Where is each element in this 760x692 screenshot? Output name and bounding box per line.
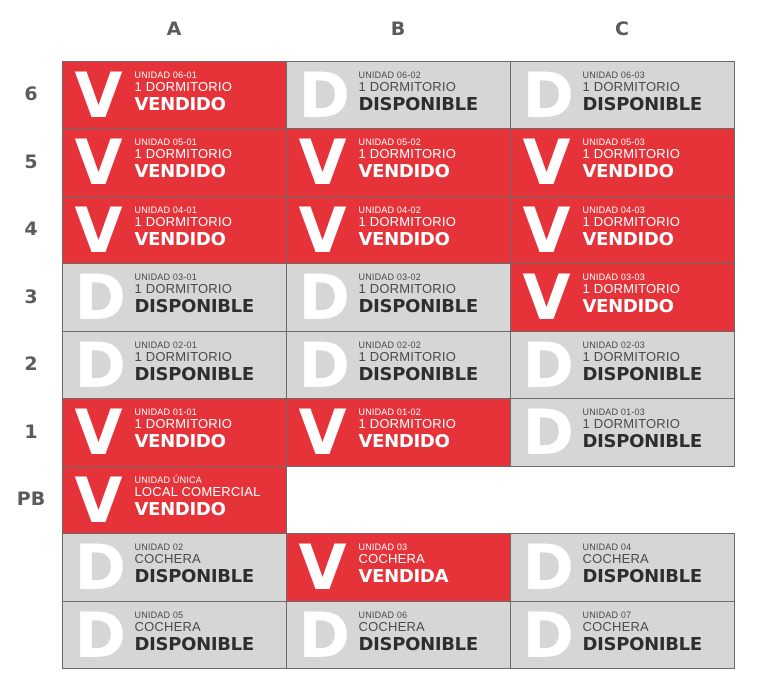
row-header: 2 [24, 353, 38, 375]
unit-cell[interactable] [62, 331, 287, 400]
units-grid [62, 61, 734, 669]
unit-status: VENDIDO [582, 161, 674, 182]
unit-status: VENDIDO [358, 228, 450, 250]
unit-cell[interactable] [62, 196, 287, 265]
column-header-a: A [166, 18, 182, 40]
column-header-b: B [390, 18, 406, 40]
row-header: 4 [24, 218, 38, 240]
unit-id: UNIDAD 02-01 [134, 339, 197, 350]
status-letter-badge: V [74, 398, 121, 467]
unit-cell[interactable] [510, 533, 735, 602]
unit-info [583, 407, 702, 452]
unit-status: VENDIDO [134, 431, 226, 452]
status-letter-badge: V [298, 533, 345, 602]
unit-status: VENDIDO [134, 228, 226, 250]
unit-status: DISPONIBLE [582, 431, 702, 452]
unit-info [359, 340, 478, 385]
status-letter-badge: D [522, 60, 572, 129]
status-letter-badge: V [298, 195, 345, 264]
unit-info [583, 70, 702, 115]
unit-type: COCHERA [582, 618, 649, 634]
unit-status: VENDIDO [582, 228, 674, 250]
unit-cell[interactable] [510, 128, 735, 197]
unit-type: COCHERA [582, 551, 649, 566]
unit-id: UNIDAD 03-02 [358, 272, 421, 282]
unit-id: UNIDAD 06-01 [134, 69, 197, 80]
unit-status: DISPONIBLE [358, 363, 478, 385]
unit-id: UNIDAD 05-02 [358, 137, 421, 147]
status-letter-badge: V [74, 465, 121, 534]
empty-cell [510, 466, 735, 535]
unit-cell[interactable] [62, 466, 287, 535]
unit-info [583, 205, 681, 250]
status-letter-badge: D [522, 533, 572, 602]
unit-cell[interactable] [286, 128, 511, 197]
unit-status: DISPONIBLE [582, 363, 702, 385]
status-letter-badge: D [298, 600, 348, 669]
unit-info [359, 610, 478, 655]
status-letter-badge: V [522, 263, 569, 332]
status-letter-badge: D [74, 330, 124, 399]
row-header: 1 [24, 420, 38, 443]
unit-status: DISPONIBLE [582, 93, 702, 115]
unit-id: UNIDAD 04-01 [134, 204, 197, 215]
unit-type: COCHERA [358, 618, 425, 634]
unit-id: UNIDAD 01-02 [358, 407, 421, 417]
unit-info [583, 542, 702, 587]
unit-type: 1 DORMITORIO [582, 348, 681, 364]
unit-type: 1 DORMITORIO [582, 213, 681, 229]
empty-cell [286, 466, 511, 535]
unit-info [359, 272, 478, 317]
unit-type: 1 DORMITORIO [134, 146, 233, 161]
unit-status: DISPONIBLE [134, 363, 254, 385]
unit-id: UNIDAD 07 [582, 609, 632, 620]
unit-info [135, 407, 233, 452]
unit-cell[interactable] [62, 533, 287, 602]
unit-info [359, 542, 449, 587]
unit-id: UNIDAD 05-03 [582, 137, 645, 147]
unit-type: COCHERA [134, 551, 201, 566]
unit-type: 1 DORMITORIO [134, 281, 233, 296]
unit-id: UNIDAD 02 [134, 542, 184, 552]
unit-info [359, 70, 478, 115]
unit-id: UNIDAD 01-01 [134, 407, 197, 417]
unit-info [583, 272, 681, 317]
unit-type: 1 DORMITORIO [358, 416, 457, 431]
unit-status: VENDIDA [358, 566, 449, 587]
unit-type: 1 DORMITORIO [358, 281, 457, 296]
unit-cell[interactable] [286, 398, 511, 467]
unit-cell[interactable] [62, 601, 287, 670]
unit-status: VENDIDO [134, 498, 226, 520]
unit-type: 1 DORMITORIO [134, 78, 233, 94]
unit-info [135, 542, 254, 587]
unit-type: 1 DORMITORIO [582, 146, 681, 161]
unit-status: VENDIDO [582, 296, 674, 317]
unit-id: UNIDAD ÚNICA [134, 474, 202, 485]
unit-type: 1 DORMITORIO [358, 213, 457, 229]
unit-cell[interactable] [286, 263, 511, 332]
row-header: PB [16, 488, 46, 510]
unit-info [359, 137, 457, 182]
unit-type: 1 DORMITORIO [134, 213, 233, 229]
unit-id: UNIDAD 05 [134, 609, 184, 620]
unit-status: DISPONIBLE [358, 633, 478, 655]
unit-cell[interactable] [510, 263, 735, 332]
unit-id: UNIDAD 02-02 [358, 339, 421, 350]
unit-type: 1 DORMITORIO [582, 416, 681, 431]
status-letter-badge: V [74, 60, 121, 129]
unit-cell[interactable] [510, 61, 735, 130]
unit-status: VENDIDO [358, 431, 450, 452]
unit-cell[interactable] [286, 331, 511, 400]
unit-id: UNIDAD 05-01 [134, 137, 197, 147]
unit-cell[interactable] [286, 61, 511, 130]
unit-type: COCHERA [134, 618, 201, 634]
status-letter-badge: D [522, 398, 572, 467]
status-letter-badge: V [298, 398, 345, 467]
unit-type: 1 DORMITORIO [358, 78, 457, 94]
unit-id: UNIDAD 01-03 [582, 407, 645, 417]
unit-status: DISPONIBLE [358, 93, 478, 115]
unit-type: 1 DORMITORIO [582, 281, 681, 296]
unit-info [583, 340, 702, 385]
unit-cell[interactable] [510, 331, 735, 400]
status-letter-badge: V [74, 128, 121, 197]
unit-cell[interactable] [286, 533, 511, 602]
unit-status: DISPONIBLE [134, 296, 254, 317]
unit-status: VENDIDO [358, 161, 450, 182]
unit-status: VENDIDO [134, 161, 226, 182]
column-header-c: C [615, 18, 629, 40]
unit-id: UNIDAD 04-03 [582, 204, 645, 215]
unit-status: DISPONIBLE [134, 633, 254, 655]
status-letter-badge: D [74, 533, 124, 602]
unit-info [359, 205, 457, 250]
unit-type: 1 DORMITORIO [134, 416, 233, 431]
unit-status: DISPONIBLE [134, 566, 254, 587]
unit-info [135, 475, 261, 520]
unit-type: 1 DORMITORIO [582, 78, 681, 94]
unit-cell[interactable] [62, 128, 287, 197]
status-letter-badge: V [522, 195, 569, 264]
unit-id: UNIDAD 06 [358, 609, 408, 620]
status-letter-badge: D [74, 263, 124, 332]
unit-info [359, 407, 457, 452]
unit-cell[interactable] [510, 601, 735, 670]
row-header: 5 [24, 150, 38, 173]
unit-type: LOCAL COMERCIAL [134, 483, 261, 499]
unit-id: UNIDAD 06-03 [582, 69, 645, 80]
unit-info [135, 205, 233, 250]
unit-cell[interactable] [510, 398, 735, 467]
unit-type: COCHERA [358, 551, 425, 566]
unit-info [135, 137, 233, 182]
status-letter-badge: D [298, 330, 348, 399]
unit-cell[interactable] [62, 263, 287, 332]
unit-cell[interactable] [286, 196, 511, 265]
unit-status: DISPONIBLE [582, 633, 702, 655]
status-letter-badge: V [74, 195, 121, 264]
status-letter-badge: D [522, 600, 572, 669]
unit-info [135, 340, 254, 385]
unit-cell[interactable] [62, 61, 287, 130]
unit-info [583, 137, 681, 182]
unit-status: VENDIDO [134, 93, 226, 115]
status-letter-badge: D [298, 60, 348, 129]
unit-cell[interactable] [286, 601, 511, 670]
unit-info [135, 70, 233, 115]
unit-type: 1 DORMITORIO [358, 348, 457, 364]
unit-cell[interactable] [62, 398, 287, 467]
status-letter-badge: D [74, 600, 124, 669]
unit-info [583, 610, 702, 655]
unit-id: UNIDAD 03-01 [134, 272, 197, 282]
unit-id: UNIDAD 02-03 [582, 339, 645, 350]
unit-cell[interactable] [510, 196, 735, 265]
row-header: 3 [24, 285, 38, 308]
status-letter-badge: V [298, 128, 345, 197]
unit-id: UNIDAD 03-03 [582, 272, 645, 282]
unit-status: DISPONIBLE [582, 566, 702, 587]
unit-id: UNIDAD 04-02 [358, 204, 421, 215]
unit-type: 1 DORMITORIO [358, 146, 457, 161]
status-letter-badge: D [298, 263, 348, 332]
unit-info [135, 610, 254, 655]
row-header: 6 [24, 83, 38, 105]
unit-id: UNIDAD 03 [358, 542, 408, 552]
unit-status: DISPONIBLE [358, 296, 478, 317]
unit-id: UNIDAD 04 [582, 542, 632, 552]
unit-id: UNIDAD 06-02 [358, 69, 421, 80]
status-letter-badge: V [522, 128, 569, 197]
unit-info [135, 272, 254, 317]
unit-type: 1 DORMITORIO [134, 348, 233, 364]
status-letter-badge: D [522, 330, 572, 399]
